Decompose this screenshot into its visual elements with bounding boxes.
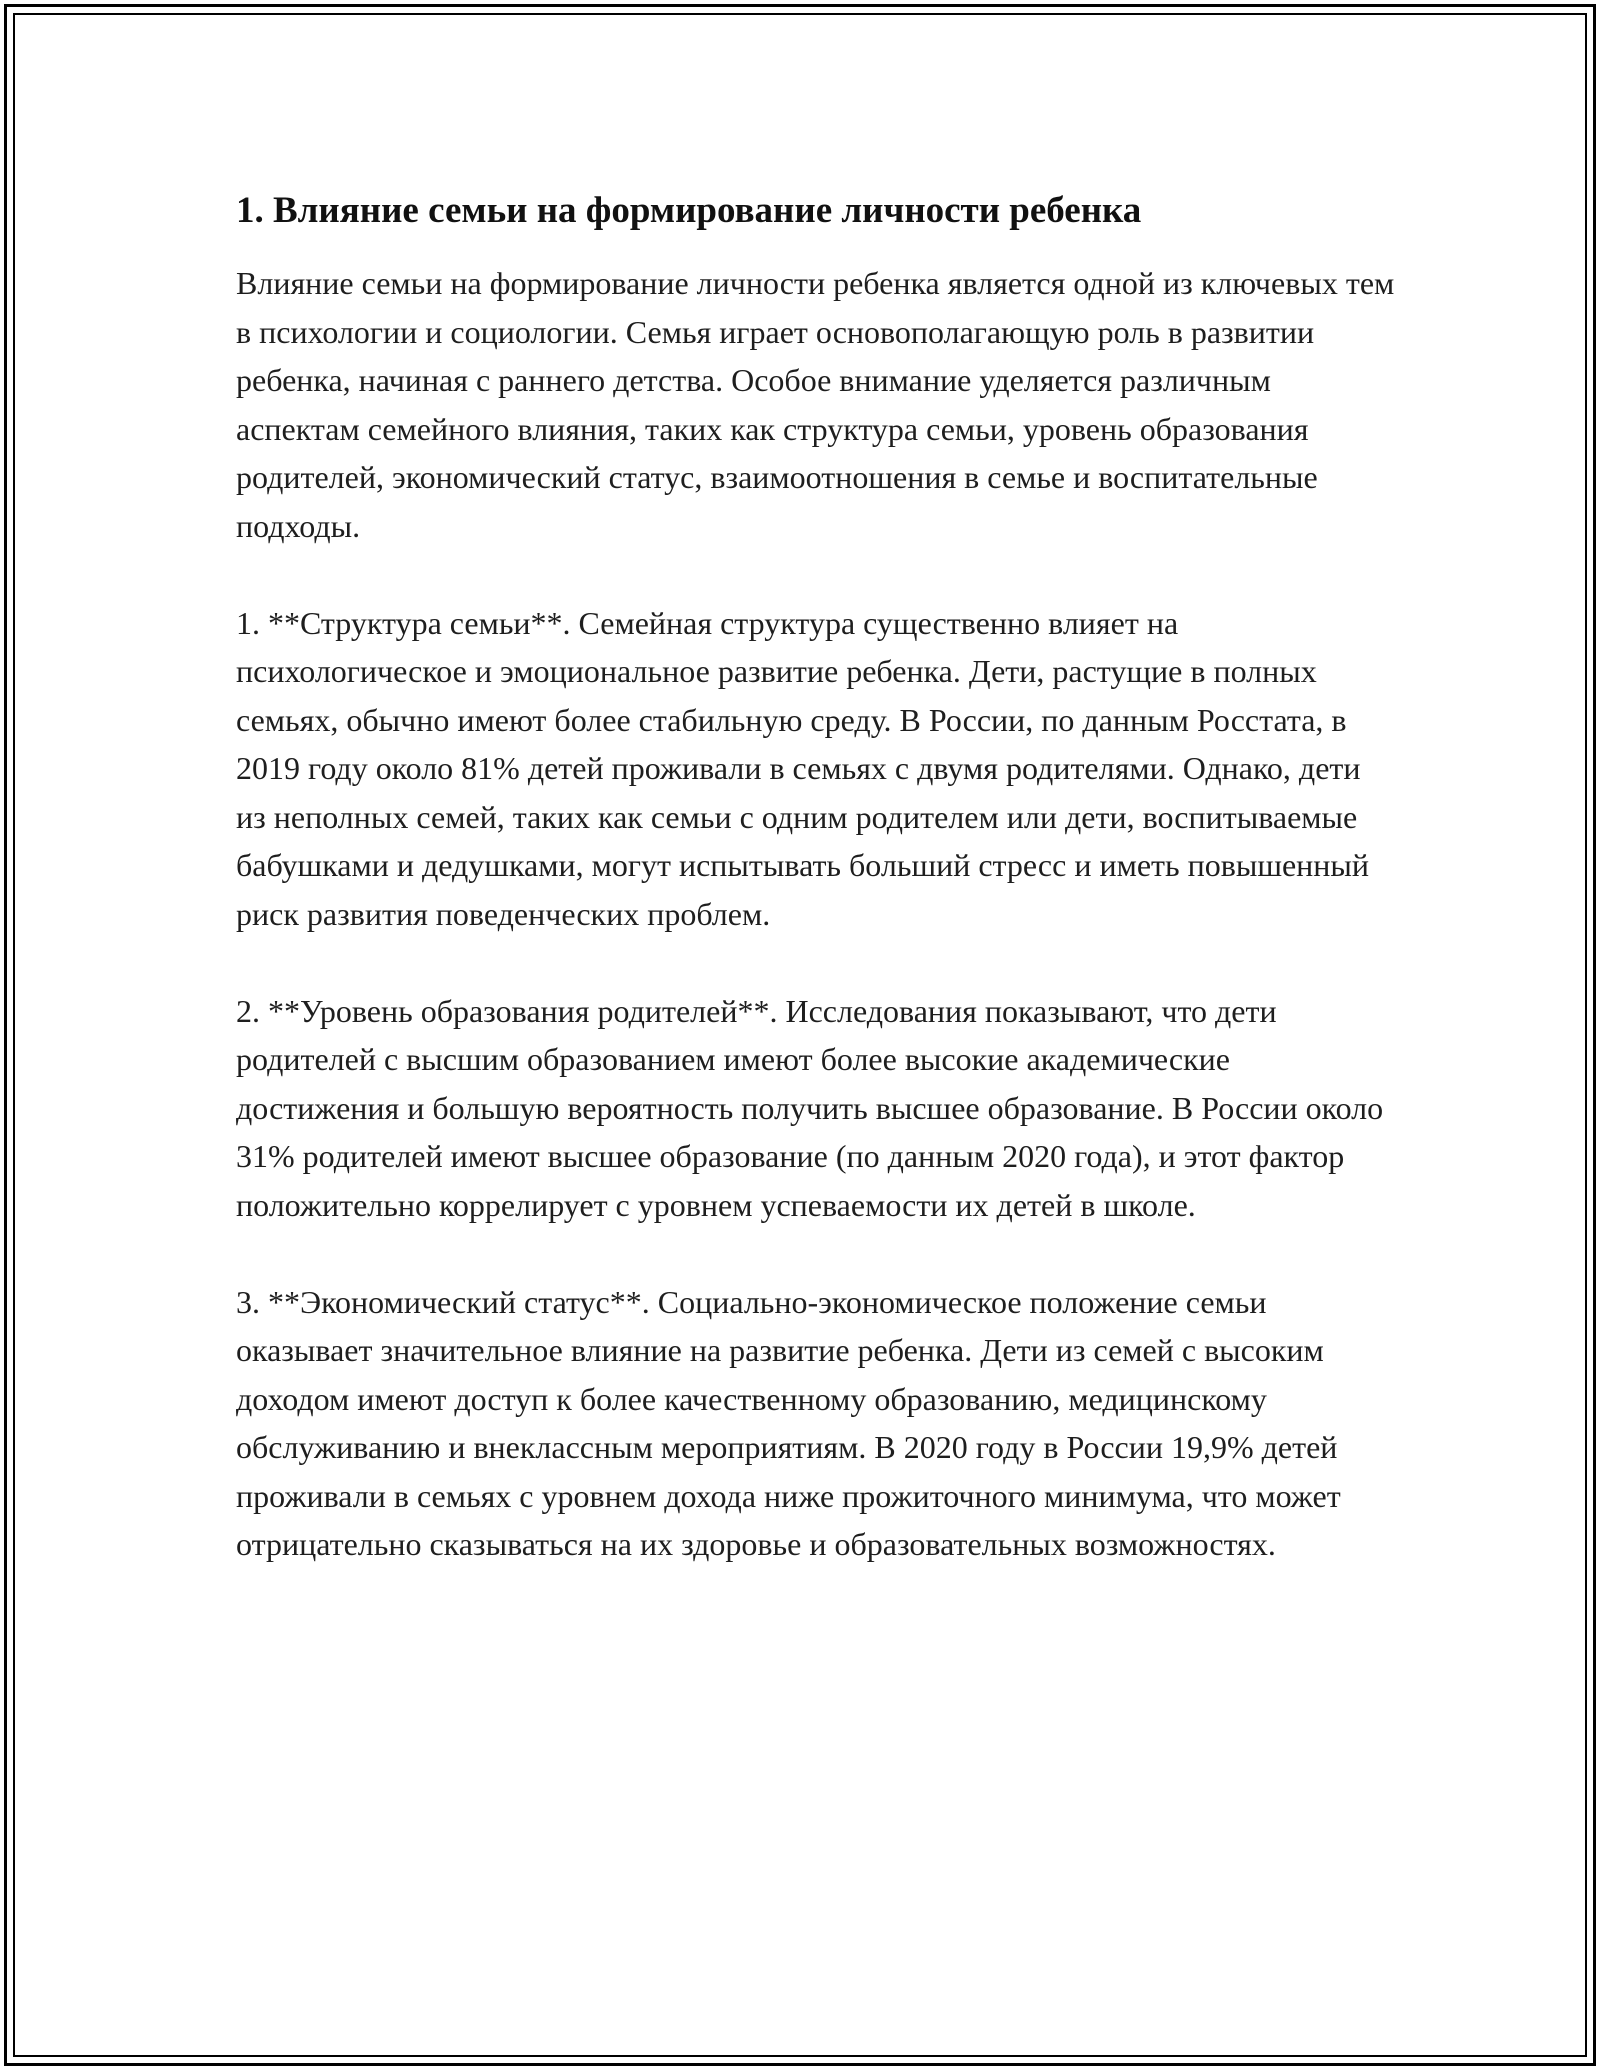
document-body <box>236 186 1396 1569</box>
family-structure-paragraph: 1. **Структура семьи**. Семейная структура существенно влияет на психологическое и эмоциональное развитие ребенка. Дети, растущие в полных семьях, обычно имеют более стабильную среду. В России, по данным Росстата, в 2019 году около 81% детей проживали в семьях с двумя родителями. Однако, дети из неполных семей, таких как семьи с одним родителем или дети, воспитываемые бабушками и дедушками, могут испытывать больший стресс и иметь повышенный риск развития поведенческих проблем. <box>236 604 1370 932</box>
intro-paragraph: Влияние семьи на формирование личности ребенка является одной из ключевых тем в психологии и социологии. Семья играет основополагающую роль в развитии ребенка, начиная с раннего детства. Особое внимание уделяется различным аспектам семейного влияния, таких как структура семьи, уровень образования родителей, экономический статус, взаимоотношения в семье и воспитательные подходы. <box>236 265 1395 544</box>
section-heading: 1. Влияние семьи на формирование личности ребенка <box>236 190 1142 231</box>
parent-education-paragraph: 2. **Уровень образования родителей**. Исследования показывают, что дети родителей с высшим образованием имеют более высокие академические достижения и большую вероятность получить высшее образование. В России около 31% родителей имеют высшее образование (по данным 2020 года), и этот фактор положительно коррелирует с уровнем успеваемости их детей в школе. <box>236 992 1384 1223</box>
economic-status-paragraph: 3. **Экономический статус**. Социально-экономическое положение семьи оказывает значительное влияние на развитие ребенка. Дети из семей с высоким доходом имеют доступ к более качественному образованию, медицинскому обслуживанию и внеклассным мероприятиям. В 2020 году в России 19,9% детей проживали в семьях с уровнем дохода ниже прожиточного минимума, что может отрицательно сказываться на их здоровье и образовательных возможностях. <box>236 1283 1341 1562</box>
